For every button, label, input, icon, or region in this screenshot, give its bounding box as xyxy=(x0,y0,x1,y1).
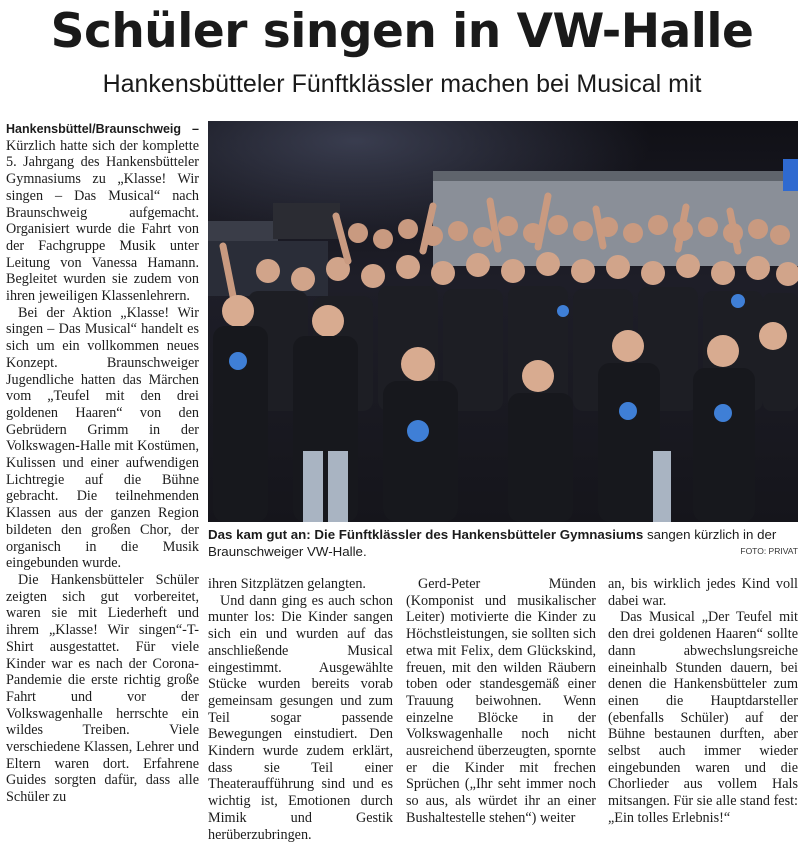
caption-bold: Das kam gut an: Die Fünftklässler des Hankensbütteler Gymnasiums xyxy=(208,527,644,542)
group-photo-image xyxy=(208,121,798,522)
dateline: Hankensbüttel/Braunschweig – xyxy=(6,122,199,136)
paragraph: Und dann ging es auch schon munter los: Die Kinder sangen sich ein und wurden auf das anschließende Musical eingestimmt. Ausgewählte Stücke wurden bereits vorab gemeinsam gesungen und zum Teil sogar passende Bewegungen einstudiert. Den Kindern wurde zudem erklärt, dass sie Teil einer Theateraufführung sind und es wichtig ist, Emotionen durch Mimik und Gestik herüberzubringen. xyxy=(208,592,393,843)
article-column-1 xyxy=(6,121,199,806)
paragraph-text: Kürzlich hatte sich der komplette 5. Jahrgang des Hankensbütteler Gymnasiums zu „Klasse! Wir singen – Das Musical“ nach Braunschweig aufgemacht. Organisiert wurde die Fahrt von der Fachgruppe Musik unter Leitung von Vanessa Hamann. Begleitet wurden sie zudem von ihren jeweiligen Klassenlehrern. xyxy=(6,137,199,305)
paragraph: an, bis wirklich jedes Kind voll dabei war. xyxy=(608,576,798,609)
group-photo xyxy=(208,121,798,522)
paragraph: Das Musical „Der Teufel mit den drei goldenen Haaren“ sollte dann abwechslungsreiche eineinhalb Stunden dauern, bei denen die Hankensbütteler zum einen die Hauptdarsteller (ebenfalls Schüler) auf der Bühne bestaunen durften, aber selbst auch immer wieder eingebunden waren und die Chorlieder aus vollem Hals mitsangen. Für sie alle stand fest: „Ein tolles Erlebnis!“ xyxy=(608,609,798,826)
caption-text: sangen kürzlich in der Braunschweiger VW-Halle. xyxy=(208,527,777,559)
subheadline: Hankensbütteler Fünftklässler machen bei Musical mit xyxy=(102,70,702,98)
paragraph: Gerd-Peter Münden (Komponist und musikalischer Leiter) motivierte die Kinder zu Höchstleistungen, sie sollten sich etwa mit Felix, dem Glückskind, freuen, mit den wilden Räubern toben oder standesgemäß einer Trauung beiwohnen. Wenn einzelne Blöcke in der Volkswagenhalle noch nicht ausreichend überzeugten, spornte er die Kinder mit frechen Sprüchen („Ihr seht immer noch so aus, als würdet ihr an einer Bushaltestelle stehen“) weiter xyxy=(406,576,596,826)
article-column-2 xyxy=(208,576,393,843)
headline: Schüler singen in VW-Halle xyxy=(50,4,754,59)
article-column-3 xyxy=(406,576,596,827)
photo-credit: FOTO: PRIVAT xyxy=(740,546,798,556)
paragraph xyxy=(6,121,199,305)
article-column-4 xyxy=(608,576,798,827)
paragraph: ihren Sitzplätzen gelangten. xyxy=(208,576,366,592)
paragraph: Die Hankensbütteler Schüler zeigten sich gut vorbereitet, waren sie mit Liederheft und ihrem „Klasse! Wir singen“-T-Shirt ausgestattet. Für viele Kinder war es nach der Corona-Pandemie die erste richtig große Fahrt und vor der Volkswagenhalle herrschte ein wildes Treiben. Viele verschiedene Klassen, Lehrer und Eltern waren dort. Erfahrene Guides sorgten dafür, dass alle Schüler zu xyxy=(6,571,199,806)
paragraph: Bei der Aktion „Klasse! Wir singen – Das Musical“ handelt es sich um ein vollkommen neues Konzept. Braunschweiger Jugendliche hatten das Märchen vom „Teufel mit den drei goldenen Haaren“ von den Gebrüdern Grimm in der Volkswagen-Halle mit Kostümen, Kulissen und einer aufwendigen Lichtregie auf die Bühne gebracht. Die teilnehmenden Klassen aus der ganzen Region bildeten den großen Chor, der organisch in die Musik eingebunden wurde. xyxy=(6,304,199,572)
